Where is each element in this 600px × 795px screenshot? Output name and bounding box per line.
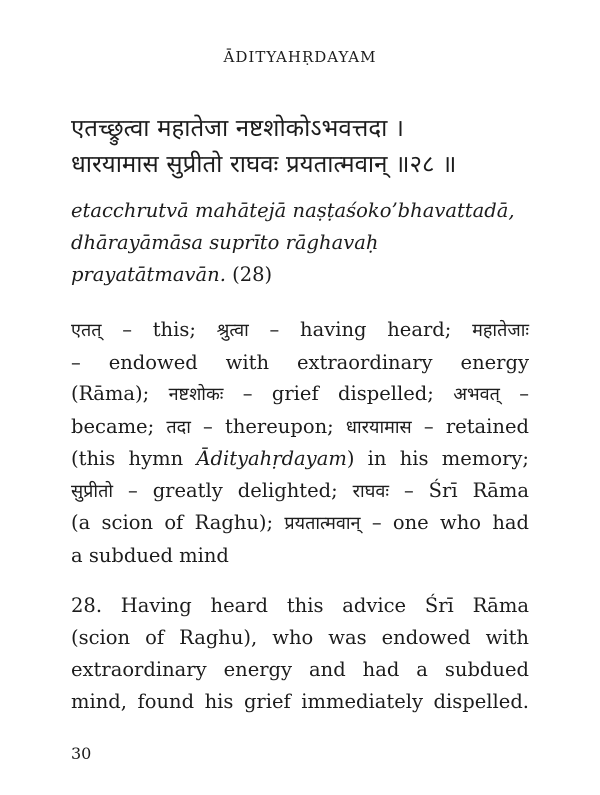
translation-line-2: (scion of Raghu), who was endowed with (71, 626, 529, 649)
gloss-term: सुप्रीतो (71, 480, 113, 502)
gloss-term: राघवः (352, 480, 389, 502)
translation-line-3: extraordinary energy and had a subdued (71, 658, 529, 681)
gloss-meaning: – grief dispelled; (223, 382, 454, 405)
gloss-meaning: – (499, 382, 529, 405)
gloss-line-3 (71, 378, 529, 411)
gloss-meaning: – thereupon; (190, 414, 346, 438)
gloss-line-4 (71, 411, 529, 444)
gloss-meaning: – one who had (360, 511, 529, 534)
gloss-term: तदा (166, 416, 191, 438)
gloss-term: महातेजाः (472, 320, 529, 341)
gloss-meaning: – greatly delighted; (113, 478, 353, 502)
gloss-meaning: (this hymn (71, 447, 197, 470)
translit-line-2: dhārayāmāsa suprīto rāghavaḥ (71, 231, 379, 254)
word-gloss (71, 314, 529, 571)
page-number: 30 (71, 744, 92, 763)
verse-number: (28) (225, 263, 273, 286)
gloss-line-5 (71, 443, 529, 475)
gloss-meaning: became; (71, 414, 167, 438)
gloss-line-6 (71, 475, 529, 508)
translit-line-3 (71, 259, 541, 291)
translit-line-3-text: prayatātmavān. (71, 263, 226, 286)
gloss-meaning: – retained (411, 414, 529, 438)
translation-paragraph (71, 590, 529, 718)
gloss-term: एतत् (71, 320, 102, 341)
verse-line-2: धारयामास सुप्रीतो राघवः प्रयतात्मवान् ॥२८ ॥ (71, 150, 457, 178)
gloss-term: प्रयतात्मवान् (284, 513, 361, 534)
translation-line-4: mind, found his grief immediately dispelled. (71, 690, 529, 713)
gloss-line-2: – endowed with extraordinary energy (71, 350, 529, 374)
gloss-line-8: a subdued mind (71, 543, 229, 567)
gloss-meaning: – this; (101, 318, 217, 341)
gloss-meaning: (a scion of Raghu); (71, 511, 285, 534)
translation-line-1: 28. Having heard this advice Śrī Rāma (71, 594, 529, 617)
gloss-meaning: ) in his memory; (346, 447, 529, 470)
verse-line-1: एतच्छ्रुत्वा महातेजा नष्टशोकोऽभवत्तदा । (71, 114, 405, 142)
gloss-term: नष्टशोकः (168, 384, 224, 405)
gloss-term: श्रुत्वा (216, 320, 249, 341)
gloss-term: धारयामास (345, 416, 412, 438)
sanskrit-verse (71, 110, 541, 182)
gloss-line-1 (71, 314, 529, 347)
running-header: ĀDITYAHṚDAYAM (223, 48, 377, 66)
translit-line-1: etacchrutvā mahātejā naṣṭaśoko’bhavattadā, (71, 199, 515, 222)
transliteration (71, 195, 541, 291)
gloss-meaning: – Śrī Rāma (388, 478, 529, 502)
gloss-meaning: (Rāma); (71, 382, 169, 405)
gloss-term: अभवत् (453, 384, 500, 405)
gloss-line-7 (71, 507, 529, 540)
gloss-title-italic: Ādityahṛdayam (196, 447, 347, 470)
gloss-meaning: – having heard; (248, 318, 473, 341)
